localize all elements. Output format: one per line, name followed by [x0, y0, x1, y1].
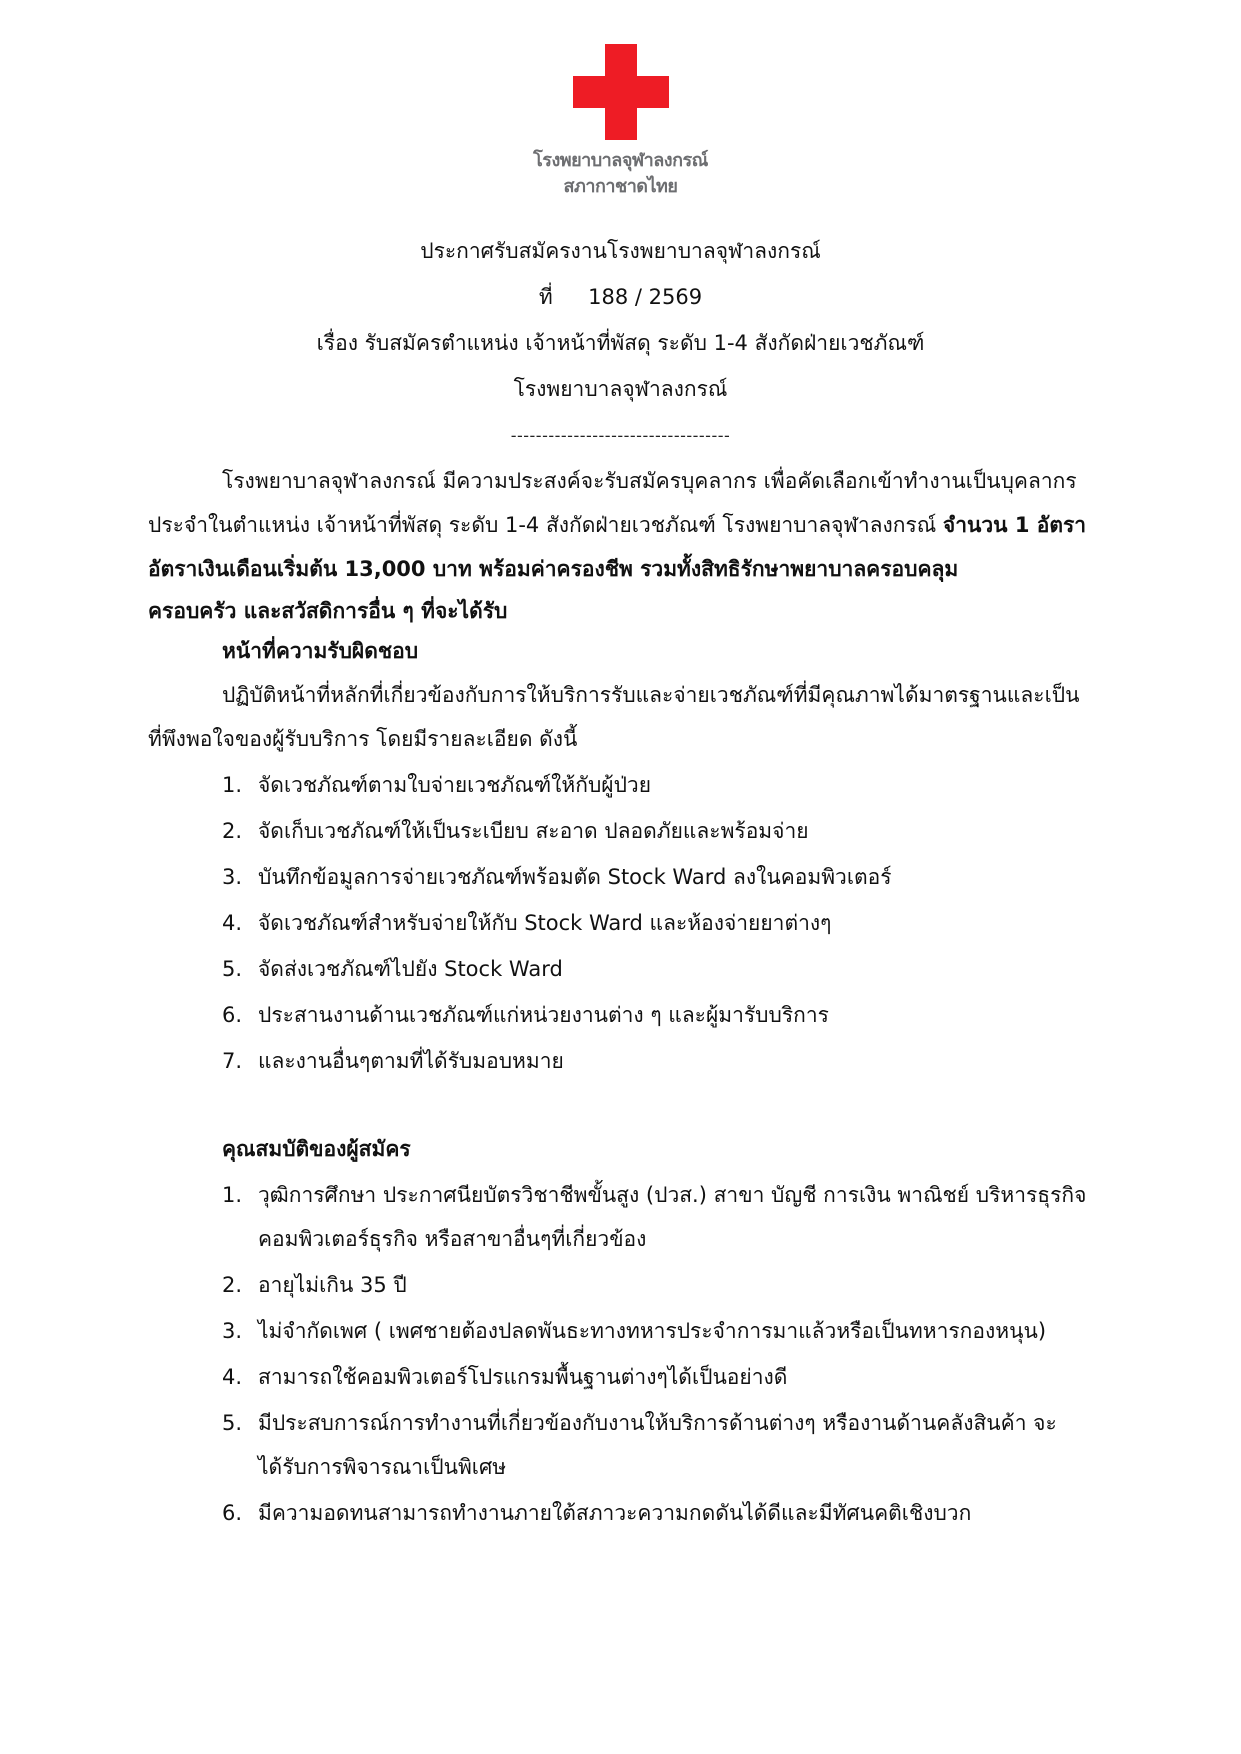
- duties-summary-line-1: ปฏิบัติหน้าที่หลักที่เกี่ยวข้องกับการให้บริการรับและจ่ายเวชภัณฑ์ที่มีคุณภาพได้มาตรฐานและเป็น: [222, 683, 1080, 707]
- intro-line-2: ประจำในตำแหน่ง เจ้าหน้าที่พัสดุ ระดับ 1-4 สังกัดฝ่ายเวชภัณฑ์ โรงพยาบาลจุฬาลงกรณ์ จำนวน 1 อัตรา: [148, 513, 1087, 537]
- number-value: 188 / 2569: [588, 285, 703, 309]
- announcement-number: [0, 282, 1241, 312]
- qualifications-heading: คุณสมบัติของผู้สมัคร: [222, 1137, 411, 1161]
- number-label: ที่: [538, 285, 553, 309]
- red-cross-icon: [573, 44, 669, 140]
- intro-line-4: ครอบครัว และสวัสดิการอื่น ๆ ที่จะได้รับ: [148, 599, 508, 623]
- duties-summary-line-2: ที่พึงพอใจของผู้รับบริการ โดยมีรายละเอียด ดังนี้: [148, 727, 578, 751]
- intro-line-3: อัตราเงินเดือนเริ่มต้น 13,000 บาท พร้อมค่าครองชีพ รวมทั้งสิทธิรักษาพยาบาลครอบคลุม: [148, 557, 959, 581]
- duties-heading: หน้าที่ความรับผิดชอบ: [222, 639, 419, 663]
- logo-line-hospital: โรงพยาบาลจุฬาลงกรณ์: [533, 150, 708, 171]
- logo-line-red-cross: สภากาชาดไทย: [563, 176, 678, 197]
- header-divider: -----------------------------------: [510, 426, 731, 445]
- document-page: โรงพยาบาลจุฬาลงกรณ์ สภากาชาดไทย ประกาศรับสมัครงานโรงพยาบาลจุฬาลงกรณ์ ที่ 188 / 2569 เรื่อง รับสมัครตำแหน่ง เจ้าหน้าที่พัสดุ ระดับ 1-4 สังกัดฝ่ายเวชภัณฑ์ โรงพยาบาลจุฬาลงกรณ์ ----------------------------------- โรงพยาบาลจุฬาลงกรณ์ มีความประสงค์จะรับสมัครบุคลากร เพื่อคัดเลือกเข้าทำงานเป็นบุคลากร ประจำในตำแหน่ง เจ้าหน้าที่พัสดุ ระดับ 1-4 สังกัดฝ่ายเวชภัณฑ์ โรงพยาบาลจุฬาลงกรณ์ จำนวน 1 อัตรา อัตราเงินเดือนเริ่มต้น 13,000 บาท พร้อมค่าครองชีพ รวมทั้งสิทธิรักษาพยาบาลครอบคลุม ครอบครัว และสวัสดิการอื่น ๆ ที่จะได้รับ หน้าที่ความรับผิดชอบ ปฏิบัติหน้าที่หลักที่เกี่ยวข้องกับการให้บริการรับและจ่ายเวชภัณฑ์ที่มีคุณภาพได้มาตรฐานและเป็น ที่พึงพอใจของผู้รับบริการ โดยมีรายละเอียด ดังนี้ 1. จัดเวชภัณฑ์ตามใบจ่ายเวชภัณฑ์ให้กับผู้ป่วย 2. จัดเก็บเวชภัณฑ์ให้เป็นระเบียบ สะอาด ปลอดภัยและพร้อมจ่าย 3. บันทึกข้อมูลการจ่ายเวชภัณฑ์พร้อมตัด Stock Ward ลงในคอมพิวเตอร์ 4. จัดเวชภัณฑ์สำหรับจ่ายให้กับ Stock Ward และห้องจ่ายยาต่างๆ 5. จัดส่งเวชภัณฑ์ไปยัง Stock Ward 6. ประสานงานด้านเวชภัณฑ์แก่หน่วยงานต่าง ๆ และผู้มารับบริการ 7. และงานอื่นๆตามที่ได้รับมอบหมาย คุณสมบัติของผู้สมัคร 1. วุฒิการศึกษา ประกาศนียบัตรวิชาชีพขั้นสูง (ปวส.) สาขา บัญชี การเงิน พาณิชย์ บริหารธุรกิจ คอมพิวเตอร์ธุรกิจ หรือสาขาอื่นๆที่เกี่ยวข้อง 2. อายุไม่เกิน 35 ปี 3. ไม่จำกัดเพศ ( เพศชายต้องปลดพันธะทางทหารประจำการมาแล้วหรือเป็นทหารกองหนุน) 4. สามารถใช้คอมพิวเตอร์โปรแกรมพื้นฐานต่างๆได้เป็นอย่างดี 5. มีประสบการณ์การทำงานที่เกี่ยวข้องกับงานให้บริการด้านต่างๆ หรืองานด้านคลังสินค้า จะ ได้รับการพิจารณาเป็นพิเศษ 6. มีความอดทนสามารถทำงานภายใต้สภาวะความกดดันได้ดีและมีทัศนคติเชิงบวก: [0, 0, 1241, 1754]
- announcement-title: ประกาศรับสมัครงานโรงพยาบาลจุฬาลงกรณ์: [420, 239, 821, 263]
- hospital-logo: [0, 44, 1241, 200]
- announcement-subject: เรื่อง รับสมัครตำแหน่ง เจ้าหน้าที่พัสดุ ระดับ 1-4 สังกัดฝ่ายเวชภัณฑ์: [316, 331, 925, 355]
- announcement-subject-line2: โรงพยาบาลจุฬาลงกรณ์: [513, 377, 728, 401]
- intro-line-1: โรงพยาบาลจุฬาลงกรณ์ มีความประสงค์จะรับสมัครบุคลากร เพื่อคัดเลือกเข้าทำงานเป็นบุคลากร: [222, 469, 1077, 493]
